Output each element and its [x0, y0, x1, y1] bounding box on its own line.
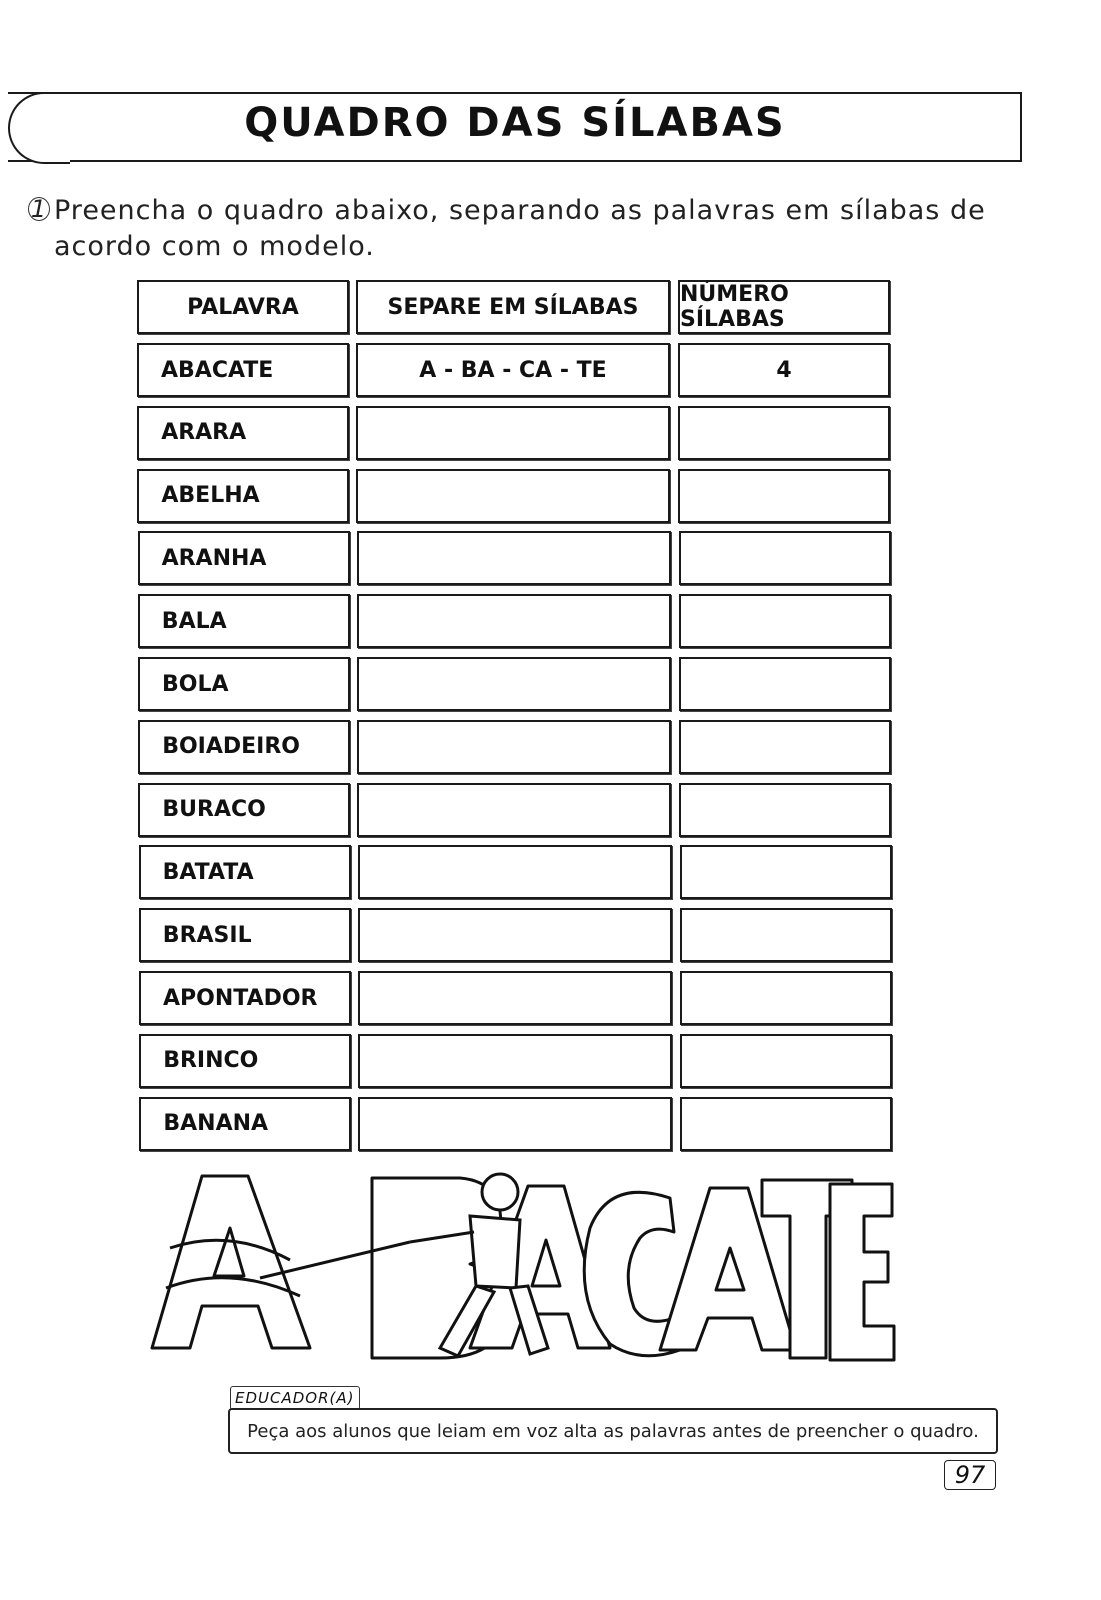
syllables-answer-cell[interactable]	[356, 406, 670, 460]
syllable-count-cell[interactable]	[680, 1097, 892, 1151]
educator-note-text: Peça aos alunos que leiam em voz alta as palavras antes de preencher o quadro.	[247, 1420, 979, 1442]
syllable-count-cell[interactable]	[679, 720, 891, 774]
syllable-count-cell[interactable]	[679, 594, 891, 648]
table-cell-word: ARANHA	[138, 531, 350, 585]
table-cell-word: BRINCO	[139, 1034, 351, 1088]
syllable-count-cell[interactable]	[678, 406, 890, 460]
table-cell-word: ABELHA	[137, 469, 349, 523]
table-cell-word: APONTADOR	[139, 971, 351, 1025]
table-header-syllables: SEPARE EM SÍLABAS	[356, 280, 670, 334]
table-header-count: NÚMERO SÍLABAS	[678, 280, 890, 334]
table-cell-word: BOIADEIRO	[138, 720, 350, 774]
instruction-line-2: acordo com o modelo.	[54, 231, 375, 262]
syllables-answer-cell[interactable]	[357, 531, 671, 585]
syllable-count-cell[interactable]	[679, 657, 891, 711]
syllables-answer-cell[interactable]	[357, 594, 671, 648]
syllables-answer-cell[interactable]	[357, 720, 671, 774]
syllables-answer-cell[interactable]	[357, 657, 671, 711]
educator-label: EDUCADOR(A)	[230, 1386, 360, 1410]
table-cell-word: BURACO	[138, 783, 350, 837]
syllables-answer-cell[interactable]	[358, 845, 672, 899]
syllables-answer-cell[interactable]	[358, 971, 672, 1025]
educator-note	[228, 1408, 998, 1454]
syllables-answer-cell[interactable]	[357, 783, 671, 837]
syllable-count-cell[interactable]	[680, 971, 892, 1025]
table-cell-word: ABACATE	[137, 343, 349, 397]
syllables-answer-cell[interactable]	[358, 1034, 672, 1088]
syllable-count-cell[interactable]	[679, 531, 891, 585]
table-cell-word: BANANA	[139, 1097, 351, 1151]
syllables-answer-cell[interactable]	[356, 469, 670, 523]
page-number: 97	[944, 1460, 996, 1490]
instruction-line-1: Preencha o quadro abaixo, separando as palavras em sílabas de	[54, 195, 986, 226]
table-cell-word: BOLA	[138, 657, 350, 711]
table-header-word: PALAVRA	[137, 280, 349, 334]
syllables-answer-cell[interactable]	[358, 1097, 672, 1151]
syllable-count-cell[interactable]	[680, 845, 892, 899]
table-cell-word: BRASIL	[139, 908, 351, 962]
syllable-count-cell[interactable]	[680, 908, 892, 962]
abacate-letters-illustration	[140, 1168, 900, 1378]
syllable-count-cell[interactable]	[678, 469, 890, 523]
syllable-count-cell[interactable]: 4	[678, 343, 890, 397]
table-cell-word: ARARA	[137, 406, 349, 460]
table-cell-word: BALA	[138, 594, 350, 648]
instruction	[28, 193, 1008, 265]
letter-e-shape	[830, 1184, 894, 1360]
exercise-number: 1	[28, 197, 50, 221]
table-cell-word: BATATA	[139, 845, 351, 899]
page-title: QUADRO DAS SÍLABAS	[244, 100, 786, 146]
syllables-answer-cell[interactable]	[358, 908, 672, 962]
syllable-count-cell[interactable]	[680, 1034, 892, 1088]
syllables-answer-cell[interactable]: A - BA - CA - TE	[356, 343, 670, 397]
syllable-count-cell[interactable]	[679, 783, 891, 837]
